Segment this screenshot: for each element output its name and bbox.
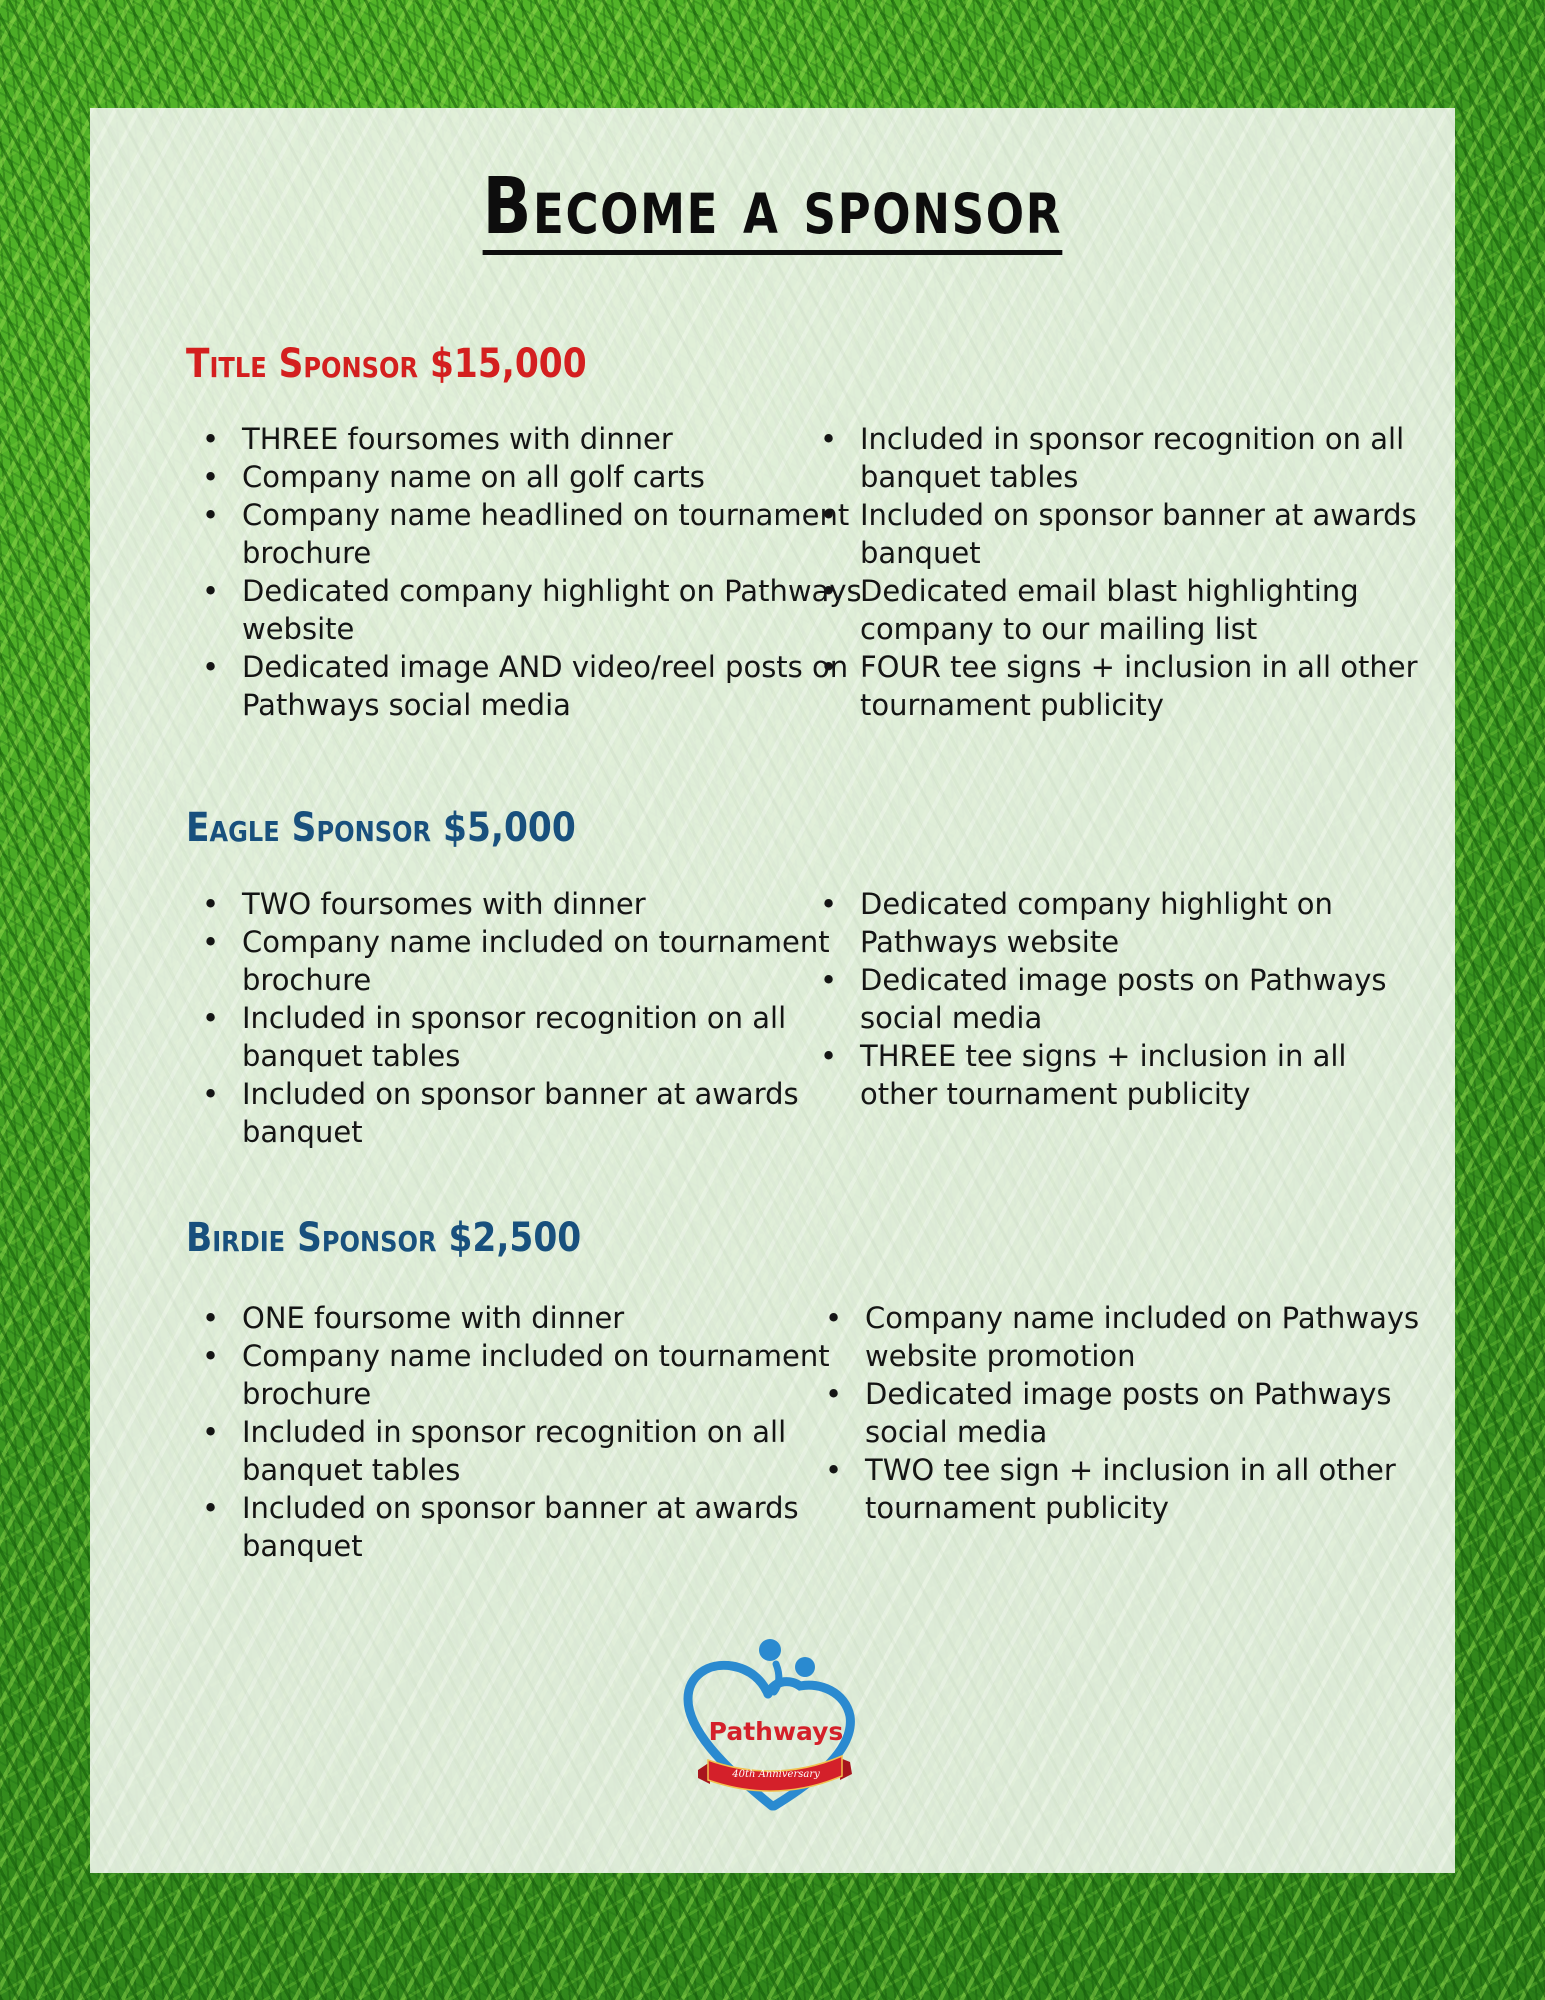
birdie-sponsor-benefits-left <box>186 1299 906 1565</box>
content-panel <box>90 108 1455 1873</box>
benefit-item: • Dedicated image AND video/reel posts on Pathways social media <box>186 648 906 724</box>
heart-logo-icon <box>680 1634 865 1814</box>
title-sponsor-heading: Title Sponsor $15,000 <box>186 341 587 387</box>
benefit-item: • TWO tee sign + inclusion in all other tournament publicity <box>809 1451 1429 1527</box>
benefit-item: • THREE tee signs + inclusion in all other tournament publicity <box>804 1037 1424 1113</box>
eagle-sponsor-benefits-right <box>804 885 1424 1113</box>
child-figure-head <box>795 1657 815 1677</box>
benefit-item: • THREE foursomes with dinner <box>186 420 906 458</box>
benefit-item: • TWO foursomes with dinner <box>186 885 906 923</box>
page-title <box>90 162 1455 255</box>
benefit-item: • Dedicated image posts on Pathways social media <box>809 1375 1429 1451</box>
eagle-sponsor-heading: Eagle Sponsor $5,000 <box>186 805 576 851</box>
benefit-item: • Included in sponsor recognition on all banquet tables <box>186 999 906 1075</box>
birdie-sponsor-heading: Birdie Sponsor $2,500 <box>186 1215 582 1261</box>
benefit-item: • Dedicated company highlight on Pathways website <box>804 885 1424 961</box>
page-title-text: Become a sponsor <box>483 168 1063 255</box>
benefit-item: • FOUR tee signs + inclusion in all other tournament publicity <box>804 648 1424 724</box>
benefit-item: • Company name included on Pathways website promotion <box>809 1299 1429 1375</box>
benefit-item: • Dedicated image posts on Pathways social media <box>804 961 1424 1037</box>
benefit-item: • Company name on all golf carts <box>186 458 906 496</box>
eagle-sponsor-benefits-left <box>186 885 906 1151</box>
benefit-item: • Dedicated company highlight on Pathways website <box>186 572 906 648</box>
benefit-item: • Included in sponsor recognition on all banquet tables <box>186 1413 906 1489</box>
benefit-item: • Included on sponsor banner at awards banquet <box>186 1075 906 1151</box>
adult-figure-head <box>759 1639 781 1661</box>
benefit-item: • ONE foursome with dinner <box>186 1299 906 1337</box>
benefit-item: • Dedicated email blast highlighting company to our mailing list <box>804 572 1424 648</box>
logo-name: Pathways <box>708 1717 844 1746</box>
benefit-item: • Included on sponsor banner at awards banquet <box>804 496 1424 572</box>
benefit-item: • Company name included on tournament brochure <box>186 1337 906 1413</box>
benefit-item: • Company name included on tournament brochure <box>186 923 906 999</box>
benefit-item: • Included in sponsor recognition on all banquet tables <box>804 420 1424 496</box>
birdie-sponsor-benefits-right <box>809 1299 1429 1527</box>
pathways-logo <box>680 1634 865 1814</box>
title-sponsor-benefits-right <box>804 420 1424 724</box>
benefit-item: • Company name headlined on tournament brochure <box>186 496 906 572</box>
logo-ribbon-text: 40th Anniversary <box>732 1769 820 1780</box>
title-sponsor-benefits-left <box>186 420 906 724</box>
adult-figure-body <box>774 1664 779 1692</box>
benefit-item: • Included on sponsor banner at awards banquet <box>186 1489 906 1565</box>
